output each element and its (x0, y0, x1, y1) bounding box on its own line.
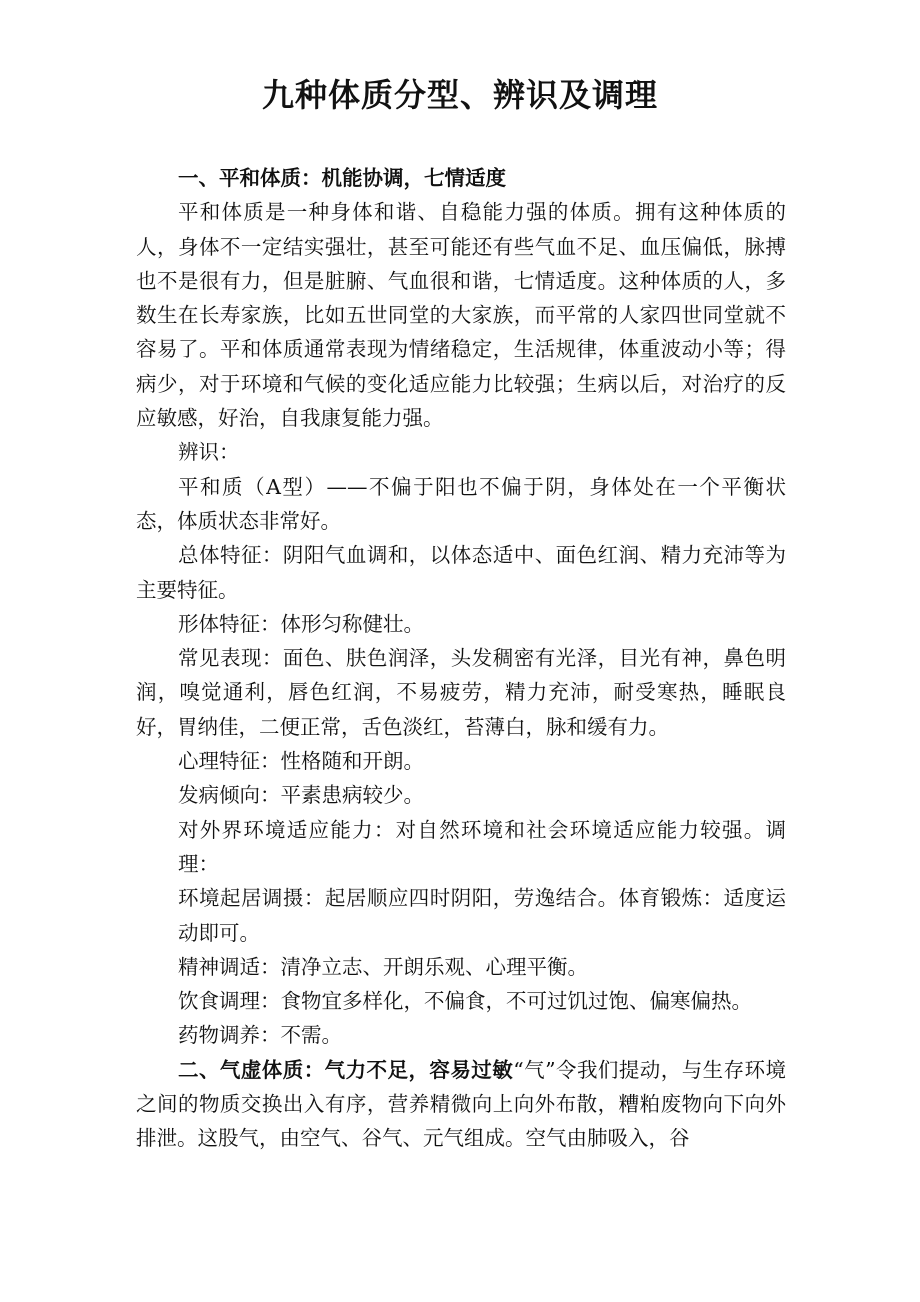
section-2-paragraph (136, 1053, 786, 1156)
identify-label: 辨识： (178, 440, 240, 465)
environment-adaptability: 对外界环境适应能力：对自然环境和社会环境适应能力较强。调理： (178, 817, 786, 876)
spirit-regulation: 精神调适：清净立志、开朗乐观、心理平衡。 (178, 954, 588, 979)
common-manifestations: 常见表现：面色、肤色润泽，头发稠密有光泽，目光有神，鼻色明润，嗅觉通利，唇色红润，不易疲劳，精力充沛，耐受寒热，睡眠良好，胃纳佳，二便正常，舌色淡红，苔薄白，脉和缓有力。 (136, 646, 786, 739)
document-title: 九种体质分型、辨识及调理 (261, 76, 658, 114)
section-1-intro: 平和体质是一种身体和谐、自稳能力强的体质。拥有这种体质的人，身体不一定结实强壮，甚至可能还有些气血不足、血压偏低，脉搏也不是很有力，但是脏腑、气血很和谐，七情适度。这种体质的人，多数生在长寿家族，比如五世同堂的大家族，而平常的人家四世同堂就不容易了。平和体质通常表现为情绪稳定，生活规律，体重波动小等；得病少，对于环境和气候的变化适应能力比较强；生病以后，对治疗的反应敏感，好治，自我康复能力强。 (136, 200, 786, 431)
body-shape-features: 形体特征：体形匀称健壮。 (178, 611, 424, 636)
disease-tendency: 发病倾向：平素患病较少。 (178, 783, 424, 808)
document-body (136, 161, 786, 1156)
section-2-heading: 二、气虚体质：气力不足，容易过敏 (178, 1057, 514, 1082)
living-regulation: 环境起居调摄：起居顺应四时阴阳，劳逸结合。体育锻炼：适度运动即可。 (178, 886, 786, 945)
type-description: 平和质（A型）——不偏于阳也不偏于阴，身体处在一个平衡状态，体质状态非常好。 (136, 474, 786, 533)
psychological-features: 心理特征：性格随和开朗。 (178, 749, 424, 774)
diet-regulation: 饮食调理：食物宜多样化，不偏食，不可过饥过饱、偏寒偏热。 (178, 989, 752, 1014)
section-2-text: “气”令我们提动，与生存环境之间的物质交换出入有序，营养精微向上向外布散，糟粕废物向下向外排泄。这股气，由空气、谷气、元气组成。空气由肺吸入，谷 (136, 1057, 787, 1151)
medicine-regulation: 药物调养：不需。 (178, 1023, 342, 1048)
overall-features: 总体特征：阴阳气血调和，以体态适中、面色红润、精力充沛等为主要特征。 (136, 543, 786, 602)
section-1-heading: 一、平和体质：机能协调，七情适度 (178, 166, 506, 190)
